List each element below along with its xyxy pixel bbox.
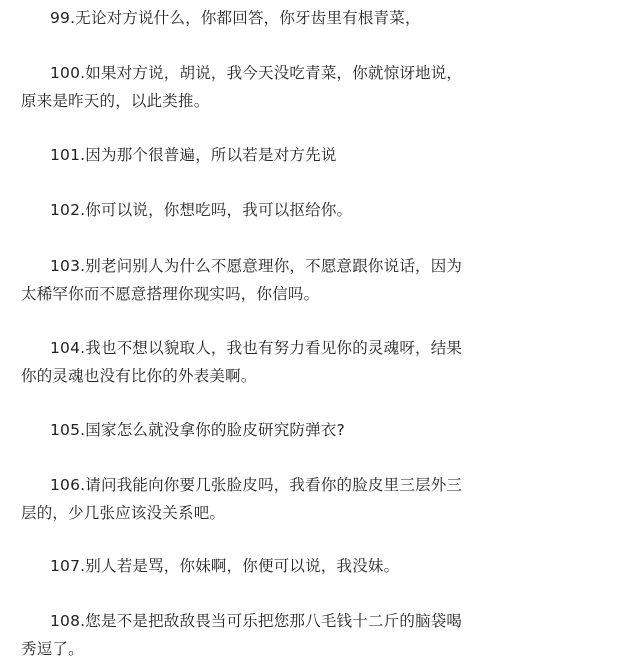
paragraph-100: 100.如果对方说，胡说，我今天没吃青菜，你就惊讶地说，原来是昨天的，以此类推。	[21, 64, 463, 110]
paragraph-108: 108.您是不是把敌敌畏当可乐把您那八毛钱十二斤的脑袋喝秀逗了。	[21, 612, 463, 658]
paragraph-99: 99.无论对方说什么，你都回答，你牙齿里有根青菜，	[50, 9, 421, 27]
paragraph-106: 106.请问我能向你要几张脸皮吗，我看你的脸皮里三层外三层的，少几张应该没关系吧。	[21, 476, 463, 522]
paragraph-104: 104.我也不想以貌取人，我也有努力看见你的灵魂呀，结果你的灵魂也没有比你的外表美啊。	[21, 339, 463, 385]
paragraph-102: 102.你可以说，你想吃吗，我可以抠给你。	[50, 201, 353, 219]
paragraph-105: 105.国家怎么就没拿你的脸皮研究防弹衣?	[50, 421, 345, 439]
paragraph-103: 103.别老问别人为什么不愿意理你，不愿意跟你说话，因为太稀罕你而不愿意搭理你现实吗，你信吗。	[21, 257, 463, 303]
paragraph-101: 101.因为那个很普遍，所以若是对方先说	[50, 146, 337, 164]
paragraph-107: 107.别人若是骂，你妹啊，你便可以说，我没妹。	[50, 557, 400, 575]
